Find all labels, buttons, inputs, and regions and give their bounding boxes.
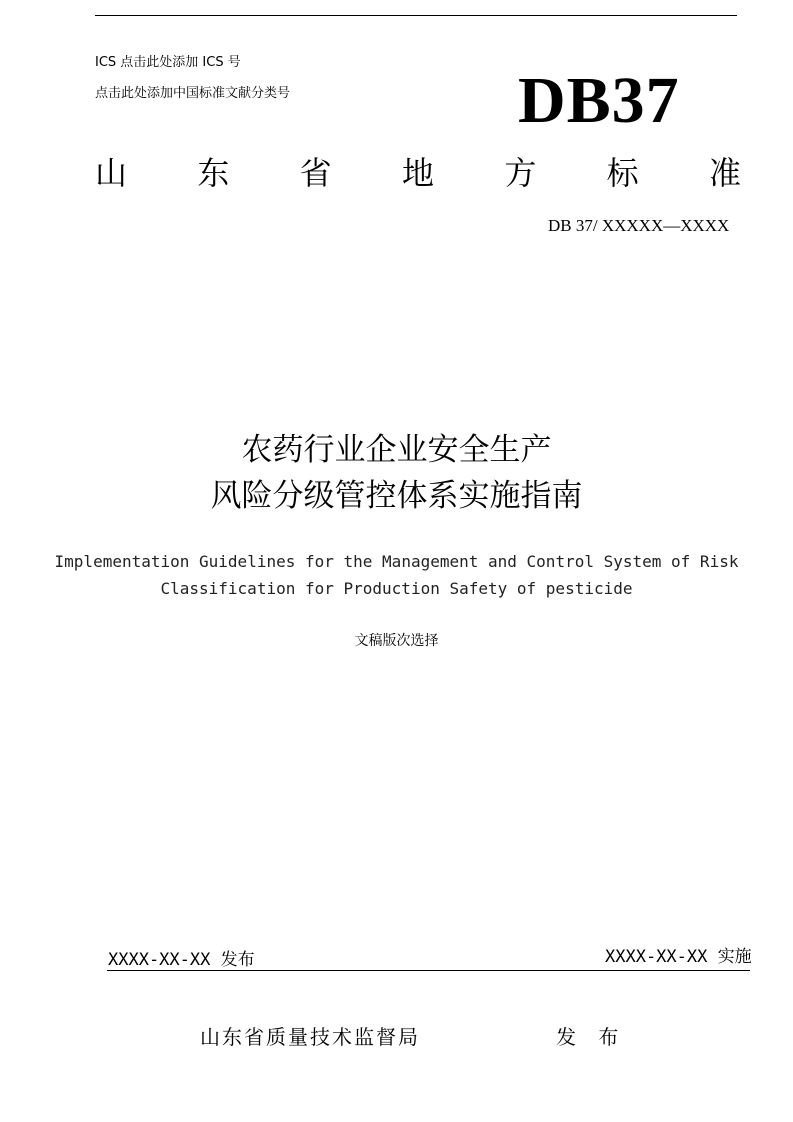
top-rule [95, 15, 737, 16]
standard-type-char: 东 [197, 154, 230, 192]
db-logo: DB37 [518, 64, 680, 137]
standard-type-char: 方 [504, 154, 537, 192]
standard-type [95, 152, 741, 194]
standard-type-char: 准 [708, 154, 741, 192]
standard-type-char: 山 [95, 154, 128, 192]
issuer: 山东省质量技术监督局 [200, 1025, 420, 1049]
standard-type-char: 地 [401, 154, 434, 192]
ics-number: ICS 点击此处添加 ICS 号 [95, 55, 241, 70]
implement-date: XXXX-XX-XX 实施 [605, 947, 752, 967]
standard-number: DB 37/ XXXXX—XXXX [548, 216, 730, 235]
title-en: Implementation Guidelines for the Management and Control System of Risk Classification for Production Safety of pesticide [54, 552, 739, 598]
title-cn-line1: 农药行业企业安全生产 [241, 432, 552, 468]
draft-version: 文稿版次选择 [354, 633, 439, 649]
title-cn-line2: 风险分级管控体系实施指南 [210, 478, 583, 514]
issue-word: 发 布 [556, 1025, 627, 1049]
date-rule [107, 970, 750, 971]
publish-date: XXXX-XX-XX 发布 [108, 950, 255, 970]
standard-type-char: 标 [606, 154, 639, 192]
standard-type-char: 省 [299, 154, 332, 192]
ccs-number: 点击此处添加中国标准文献分类号 [95, 86, 291, 101]
